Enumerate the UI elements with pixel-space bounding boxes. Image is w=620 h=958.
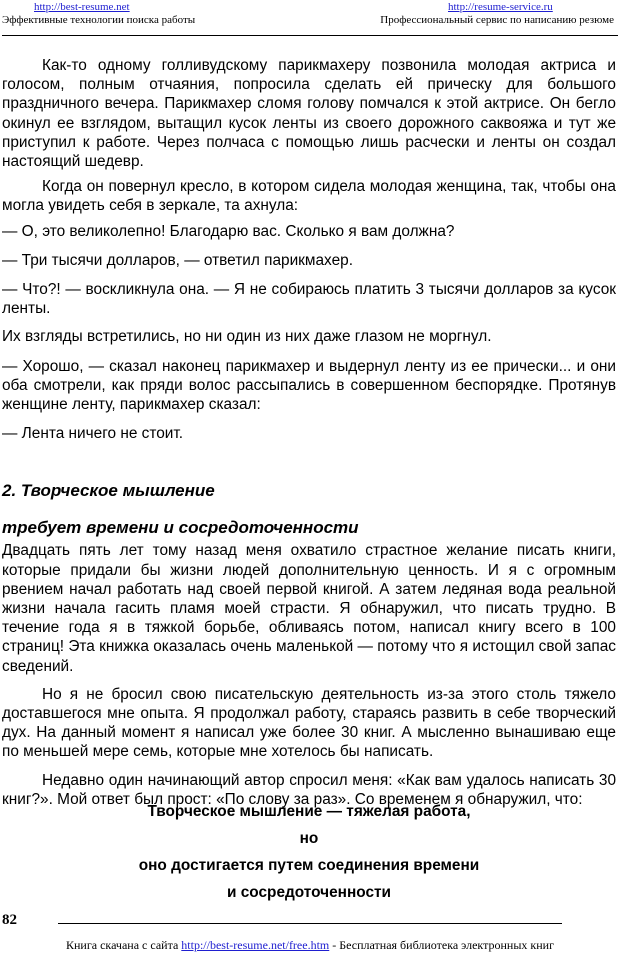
footer-prefix: Книга скачана с сайта (66, 938, 179, 952)
footer-library-link[interactable]: http://best-resume.net/free.htm (181, 938, 330, 952)
paragraph-glances: Их взгляды встретились, но ни один из них даже глазом не моргнул. (2, 328, 492, 346)
header-divider (2, 35, 618, 36)
paragraph-first-book: Двадцать пять лет тому назад меня охватило страстное желание писать книги, которые придали бы жизни людей дополнительную ценность. И я с огромным рвением начал работать над своей первой книгой. А затем ледяная вода реальной жизни начала гасить пламя моей страсти. Я обнаружил, что писать трудно. В течение года я в тяжкой борьбе, обливаясь потом, написал книгу всего в 100 страниц! Эта книжка оказалась очень маленькой — потому что я истощил свой запас сведений. (2, 542, 616, 675)
paragraph-hairdresser-story: Как-то одному голливудскому парикмахеру позвонила молодая актриса и голосом, полным отчаяния, попросила сделать ей прическу для большого праздничного вечера. Парикмахер сломя голову помчался к этой актрисе. Он бегло окинул ее взглядом, вытащил кусок ленты из своего дорожного саквояжа и тут же приступил к работе. Через полчаса с помощью лишь расчески и ленты он создал настоящий шедевр. (2, 57, 616, 171)
section-heading: 2. Творческое мышление (2, 481, 215, 501)
header-caption-left: Эффективные технологии поиска работы (2, 14, 196, 26)
dialogue-line: — Хорошо, — сказал наконец парикмахер и выдернул ленту из ее прически... и они оба смотрели, как пряди волос рассыпались в совершенном беспорядке. Протянув женщине ленту, парикмахер сказал: (2, 357, 616, 414)
paragraph-mirror: Когда он повернул кресло, в котором сидела молодая женщина, так, чтобы она могла увидеть себя в зеркале, та ахнула: (2, 178, 616, 215)
callout-line: но (299, 830, 319, 847)
header-site-link-left[interactable]: http://best-resume.net (34, 1, 130, 13)
dialogue-line: — Лента ничего не стоит. (2, 425, 184, 443)
page-body (2, 56, 616, 809)
footer-suffix: - Бесплатная библиотека электронных книг (332, 938, 554, 952)
callout-line: и сосредоточенности (227, 884, 391, 901)
footer-divider (58, 923, 562, 924)
footer (0, 938, 620, 953)
header-site-link-right[interactable]: http://resume-service.ru (448, 1, 553, 13)
dialogue-line: — Что?! — воскликнула она. — Я не собираюсь платить 3 тысячи долларов за кусок ленты. (2, 281, 616, 318)
section-subheading: требует времени и сосредоточенности (2, 518, 359, 538)
paragraph-answer: Недавно один начинающий автор спросил меня: «Как вам удалось написать 30 книг?». Мой ответ был прост: «По слову за раз». Со временем я обнаружил, что: (2, 771, 616, 808)
callout-quote (2, 798, 616, 906)
callout-line: Творческое мышление — тяжелая работа, (147, 803, 471, 820)
page-number: 82 (2, 912, 17, 928)
paragraph-persistence: Но я не бросил свою писательскую деятельность из-за этого столь тяжело доставшегося мне опыта. Я продолжал работу, стараясь развить в себе творческий дух. На данный момент я написал уже более 30 книг. А мысленно вынашиваю еще по меньшей мере семь, которые мне хотелось бы написать. (2, 685, 616, 761)
dialogue-line: — Три тысячи долларов, — ответил парикмахер. (2, 251, 353, 269)
callout-line: оно достигается путем соединения времени (138, 857, 480, 874)
header-caption-right: Профессиональный сервис по написанию резюме (380, 14, 614, 26)
dialogue-line: — О, это великолепно! Благодарю вас. Сколько я вам должна? (2, 222, 455, 240)
